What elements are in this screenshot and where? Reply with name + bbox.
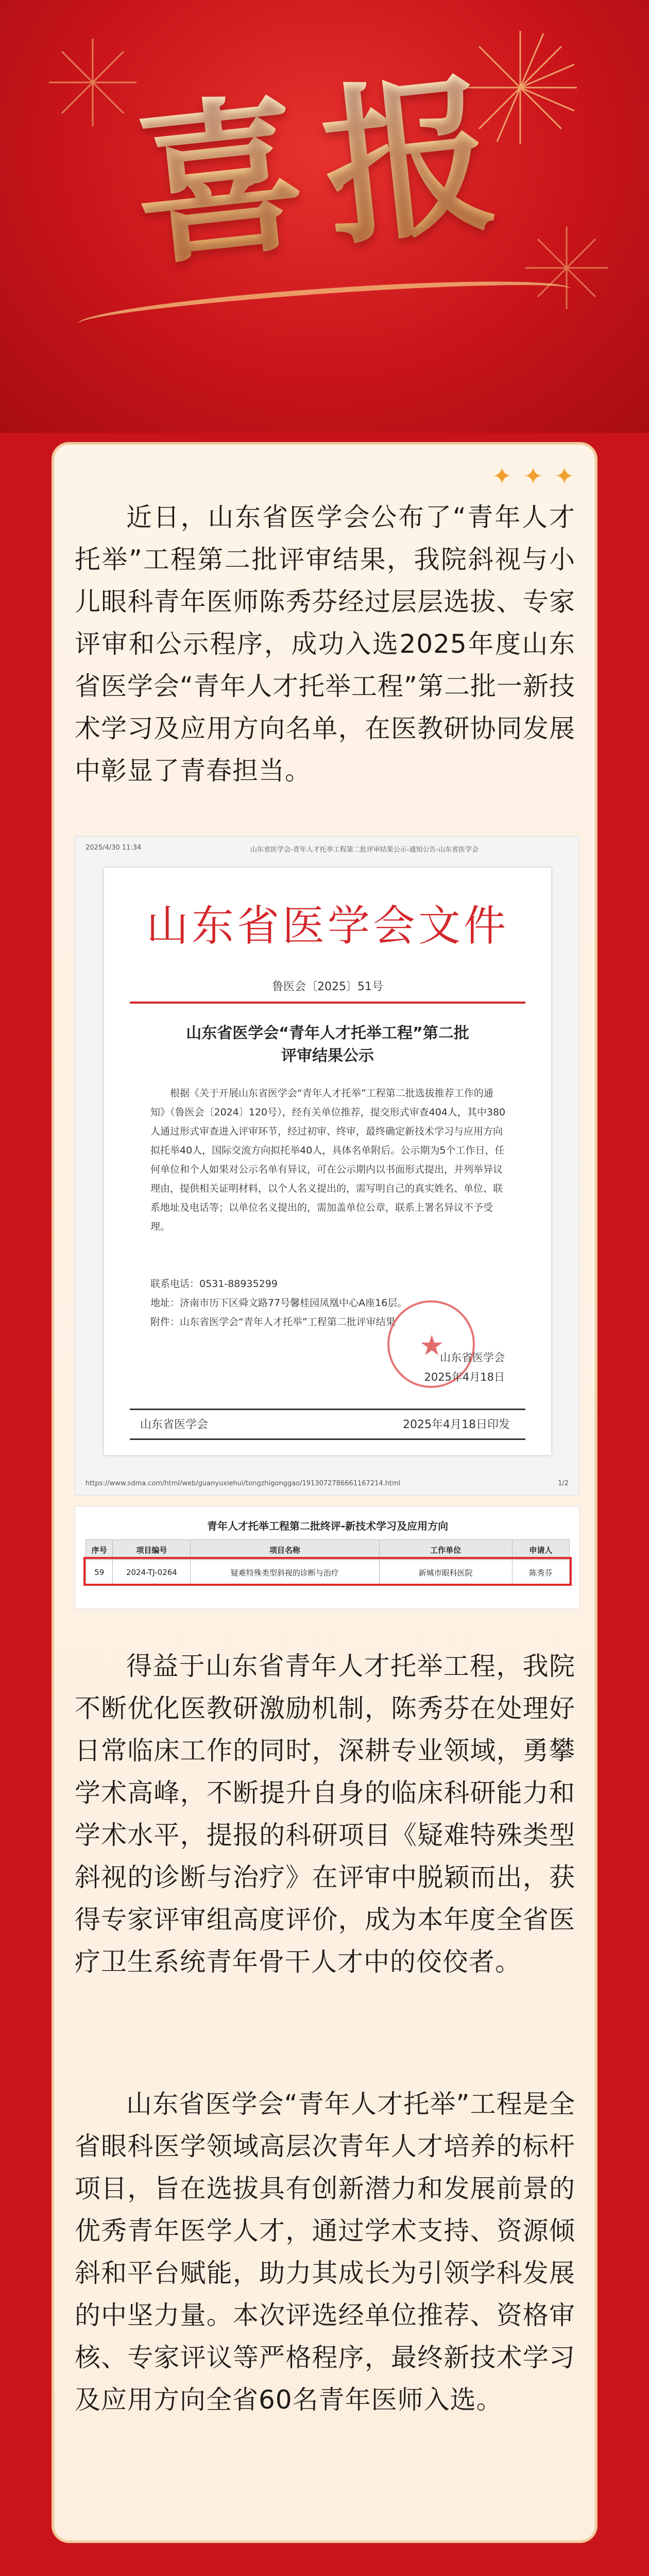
heading-line-2: 评审结果公示 bbox=[281, 1047, 374, 1065]
table-cell: 59 bbox=[86, 1560, 113, 1585]
browser-footer bbox=[86, 1480, 569, 1487]
decor-stars bbox=[492, 464, 574, 488]
browser-url: https://www.sdma.com/html/web/guanyuxiehui/tongzhigonggao/1913072786661167214.html bbox=[86, 1480, 401, 1487]
footer-issuer: 山东省医学会 bbox=[140, 1418, 209, 1431]
page-number: 1/2 bbox=[558, 1480, 569, 1487]
document-page bbox=[104, 868, 551, 1455]
col-header: 序号 bbox=[86, 1540, 113, 1560]
table-cell: 疑难特殊类型斜视的诊断与治疗 bbox=[191, 1560, 379, 1585]
table-cell: 2024-TJ-0264 bbox=[113, 1560, 191, 1585]
document-body: 根据《关于开展山东省医学会“青年人才托举”工程第二批选拔推荐工作的通知》（鲁医会〔2024〕120号），经有关单位推荐，提交形式审查404人，其中380人通过形式审查进入评审环节，经过初审、终审，最终确定新技术学习与应用方向拟托举40人，国际交流方向拟托举40人，具体名单附后。公示期为5个工作日，任何单位和个人如果对公示名单有异议，可在公示期内以书面形式提出，并列举异议理由，提供相关证明材料，以个人名义提出的，需写明自己的真实姓名、单位、联系地址及电话等；以单位名义提出的，需加盖单位公章，联系上署名异议不予受理。 bbox=[150, 1088, 506, 1232]
paragraph-2: 得益于山东省青年人才托举工程，我院不断优化医教研激励机制，陈秀芬在处理好日常临床工作的同时，深耕专业领域，勇攀学术高峰，不断提升自身的临床科研能力和学术水平，提报的科研项目《疑难特殊类型斜视的诊断与治疗》在评审中脱颖而出，获得专家评审组高度评价，成为本年度全省医疗卫生系统青年骨干人才中的佼佼者。 bbox=[75, 1651, 575, 1977]
col-header: 工作单位 bbox=[379, 1540, 512, 1560]
row-highlight bbox=[83, 1557, 572, 1586]
document-number: 鲁医会〔2025〕51号 bbox=[272, 980, 383, 993]
star-icon: ✦ bbox=[492, 462, 512, 490]
footer-line bbox=[130, 1409, 525, 1410]
browser-title: 山东省医学会-青年人才托举工程第二批评审结果公示-通知公告-山东省医学会 bbox=[250, 846, 479, 854]
seal-star-icon: ★ bbox=[419, 1329, 445, 1362]
star-icon: ✦ bbox=[523, 462, 543, 490]
contact-phone: 联系电话：0531-88935299 bbox=[150, 1278, 278, 1290]
heading-line-1: 山东省医学会“青年人才托举工程”第二批 bbox=[186, 1024, 469, 1042]
content-card bbox=[52, 442, 597, 2543]
result-table-image bbox=[75, 1506, 579, 1609]
announcement-document bbox=[75, 836, 579, 1496]
table-title: 青年人才托举工程第二批终评-新技术学习及应用方向 bbox=[207, 1520, 449, 1532]
col-header: 申请人 bbox=[512, 1540, 569, 1560]
headline-xibao: 喜报 bbox=[0, 33, 649, 307]
sign-date: 2025年4月18日 bbox=[424, 1371, 505, 1383]
footer-issued: 2025年4月18日印发 bbox=[403, 1418, 510, 1431]
contact-address: 地址：济南市历下区舜文路77号馨桂园凤凰中心A座16层。 bbox=[150, 1297, 407, 1309]
intro-paragraph: 近日，山东省医学会公布了“青年人才托举”工程第二批评审结果，我院斜视与小儿眼科青年医师陈秀芬经过层层选拔、专家评审和公示程序，成功入选2025年度山东省医学会“青年人才托举工程”第二批一新技术学习及应用方向名单，在医教研协同发展中彰显了青春担当。 bbox=[75, 502, 575, 786]
table-cell: 新城市眼科医院 bbox=[379, 1560, 512, 1585]
star-icon: ✦ bbox=[554, 462, 574, 490]
red-divider bbox=[130, 1002, 525, 1004]
paragraph-3: 山东省医学会“青年人才托举”工程是全省眼科医学领域高层次青年人才培养的标杆项目，旨在选拔具有创新潜力和发展前景的优秀青年医学人才，通过学术支持、资源倾斜和平台赋能，助力其成长为引领学科发展的中坚力量。本次评选经单位推荐、资格审核、专家评议等严格程序，最终新技术学习及应用方向全省60名青年医师入选。 bbox=[75, 2089, 575, 2415]
table-cell: 陈秀芬 bbox=[512, 1560, 569, 1585]
document-title: 山东省医学会文件 bbox=[146, 902, 509, 951]
footer-line bbox=[130, 1438, 525, 1440]
document-signature bbox=[424, 1348, 505, 1387]
header-banner bbox=[0, 0, 649, 433]
col-header: 项目名称 bbox=[191, 1540, 379, 1560]
browser-header bbox=[86, 844, 569, 852]
attachment-note: 附件：山东省医学会“青年人才托举”工程第二批评审结果 bbox=[150, 1316, 396, 1328]
browser-date: 2025/4/30 11:34 bbox=[86, 844, 142, 852]
col-header: 项目编号 bbox=[113, 1540, 191, 1560]
sign-org: 山东省医学会 bbox=[440, 1351, 505, 1364]
end-section bbox=[0, 2555, 649, 2576]
document-heading bbox=[104, 1022, 551, 1067]
